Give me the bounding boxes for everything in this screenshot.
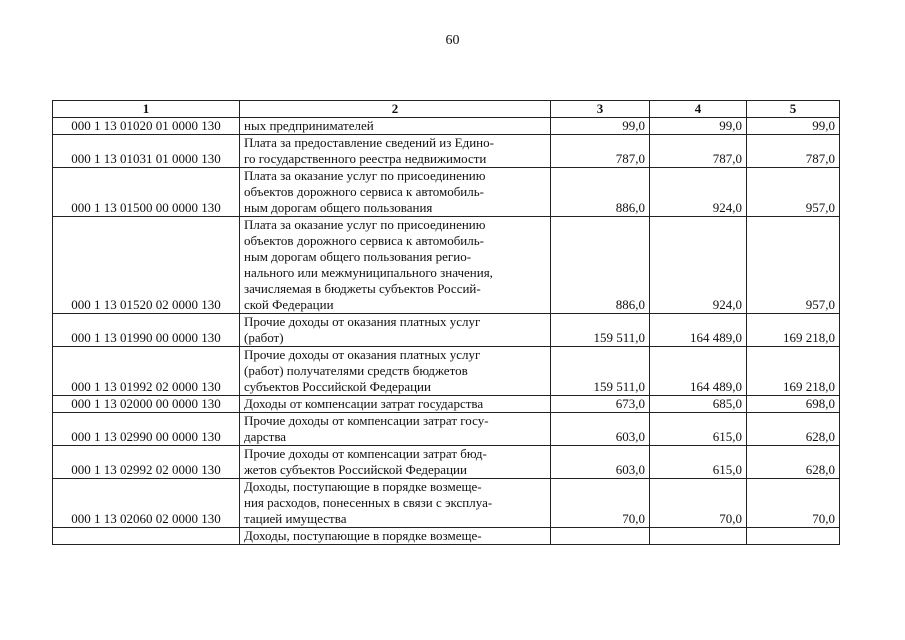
value-col5-cell: 957,0 [747,168,840,217]
value-col3-cell: 886,0 [551,168,650,217]
value-col5-cell: 628,0 [747,413,840,446]
description-cell: Прочие доходы от оказания платных услуг (работ) [240,314,551,347]
description-cell: Плата за оказание услуг по присоединению объектов дорожного сервиса к автомобиль- ным дорогам общего пользования [240,168,551,217]
value-col5-cell: 698,0 [747,396,840,413]
budget-code-cell: 000 1 13 02060 02 0000 130 [53,479,240,528]
column-header-5: 5 [747,101,840,118]
budget-code-cell: 000 1 13 01500 00 0000 130 [53,168,240,217]
value-col5-cell: 70,0 [747,479,840,528]
value-col4-cell: 787,0 [650,135,747,168]
description-cell: Доходы, поступающие в порядке возмеще- ния расходов, понесенных в связи с эксплуа- тацией имущества [240,479,551,528]
value-col3-cell: 886,0 [551,217,650,314]
value-col4-cell: 70,0 [650,479,747,528]
table-row [53,446,840,479]
value-col5-cell: 957,0 [747,217,840,314]
table-row [53,413,840,446]
value-col3-cell: 603,0 [551,413,650,446]
table-row [53,528,840,545]
column-header-3: 3 [551,101,650,118]
value-col5-cell: 628,0 [747,446,840,479]
table-row [53,396,840,413]
description-cell: Доходы, поступающие в порядке возмеще- [240,528,551,545]
value-col5-cell [747,528,840,545]
column-header-2: 2 [240,101,551,118]
value-col3-cell: 159 511,0 [551,347,650,396]
value-col4-cell: 615,0 [650,413,747,446]
budget-code-cell: 000 1 13 01031 01 0000 130 [53,135,240,168]
value-col4-cell: 164 489,0 [650,314,747,347]
description-cell: Плата за оказание услуг по присоединению объектов дорожного сервиса к автомобиль- ным дорогам общего пользования регио- нального или межмуниципального значения, зачисляемая в бюджеты субъектов Россий- ской Федерации [240,217,551,314]
value-col5-cell: 169 218,0 [747,314,840,347]
value-col4-cell: 924,0 [650,217,747,314]
column-header-1: 1 [53,101,240,118]
table-row [53,168,840,217]
table-row [53,118,840,135]
value-col5-cell: 169 218,0 [747,347,840,396]
table-row [53,347,840,396]
value-col3-cell: 673,0 [551,396,650,413]
table-row [53,479,840,528]
value-col4-cell: 99,0 [650,118,747,135]
budget-code-cell [53,528,240,545]
budget-code-cell: 000 1 13 02992 02 0000 130 [53,446,240,479]
value-col3-cell: 603,0 [551,446,650,479]
value-col3-cell: 99,0 [551,118,650,135]
page-number: 60 [445,33,460,48]
budget-code-cell: 000 1 13 01992 02 0000 130 [53,347,240,396]
description-cell: ных предпринимателей [240,118,551,135]
budget-code-cell: 000 1 13 01990 00 0000 130 [53,314,240,347]
description-cell: Доходы от компенсации затрат государства [240,396,551,413]
value-col4-cell: 685,0 [650,396,747,413]
description-cell: Прочие доходы от компенсации затрат бюд- жетов субъектов Российской Федерации [240,446,551,479]
value-col5-cell: 787,0 [747,135,840,168]
value-col3-cell: 70,0 [551,479,650,528]
table-body [53,118,840,545]
value-col5-cell: 99,0 [747,118,840,135]
value-col4-cell: 924,0 [650,168,747,217]
description-cell: Плата за предоставление сведений из Едино- го государственного реестра недвижимости [240,135,551,168]
table-row [53,217,840,314]
value-col4-cell [650,528,747,545]
table-row [53,135,840,168]
table-row [53,314,840,347]
budget-table [52,100,840,545]
description-cell: Прочие доходы от компенсации затрат госу- дарства [240,413,551,446]
column-header-4: 4 [650,101,747,118]
value-col4-cell: 615,0 [650,446,747,479]
value-col3-cell: 159 511,0 [551,314,650,347]
budget-code-cell: 000 1 13 01520 02 0000 130 [53,217,240,314]
budget-code-cell: 000 1 13 02000 00 0000 130 [53,396,240,413]
value-col3-cell [551,528,650,545]
value-col3-cell: 787,0 [551,135,650,168]
budget-code-cell: 000 1 13 01020 01 0000 130 [53,118,240,135]
budget-code-cell: 000 1 13 02990 00 0000 130 [53,413,240,446]
value-col4-cell: 164 489,0 [650,347,747,396]
description-cell: Прочие доходы от оказания платных услуг (работ) получателями средств бюджетов субъектов Российской Федерации [240,347,551,396]
table-header-row [53,101,840,118]
